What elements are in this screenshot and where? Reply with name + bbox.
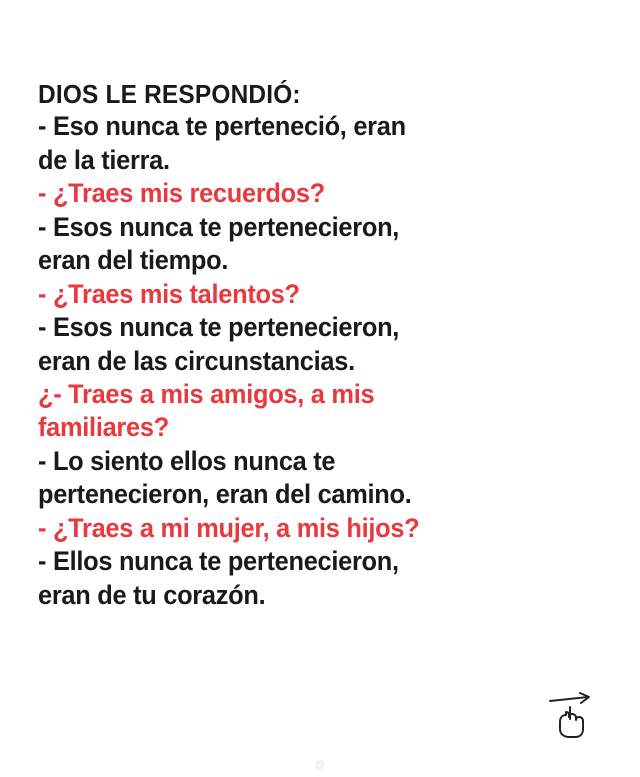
text-line: familiares?	[38, 412, 169, 443]
text-line: de la tierra.	[38, 144, 170, 175]
text-line: eran de las circunstancias.	[38, 345, 355, 376]
text-line: - ¿Traes mis talentos?	[38, 278, 300, 309]
text-line: - ¿Traes a mi mujer, a mis hijos?	[38, 512, 420, 543]
text-line: - Esos nunca te pertenecieron,	[38, 211, 400, 242]
text-line: - ¿Traes mis recuerdos?	[38, 178, 325, 209]
text-line: pertenecieron, eran del camino.	[38, 479, 412, 510]
document-text-block	[38, 78, 610, 612]
text-line: ¿- Traes a mis amigos, a mis	[38, 378, 375, 409]
text-line: - Ellos nunca te pertenecieron,	[38, 546, 399, 577]
text-line: - Eso nunca te perteneció, eran	[38, 111, 406, 142]
watermark: @	[314, 760, 326, 771]
text-line: - Esos nunca te pertenecieron,	[38, 312, 400, 343]
text-line: eran del tiempo.	[38, 245, 229, 276]
document-heading: DIOS LE RESPONDIÓ:	[38, 79, 301, 109]
text-line: - Lo siento ellos nunca te	[38, 445, 336, 476]
text-line: eran de tu corazón.	[38, 579, 266, 610]
pointing-hand-icon	[544, 691, 598, 739]
